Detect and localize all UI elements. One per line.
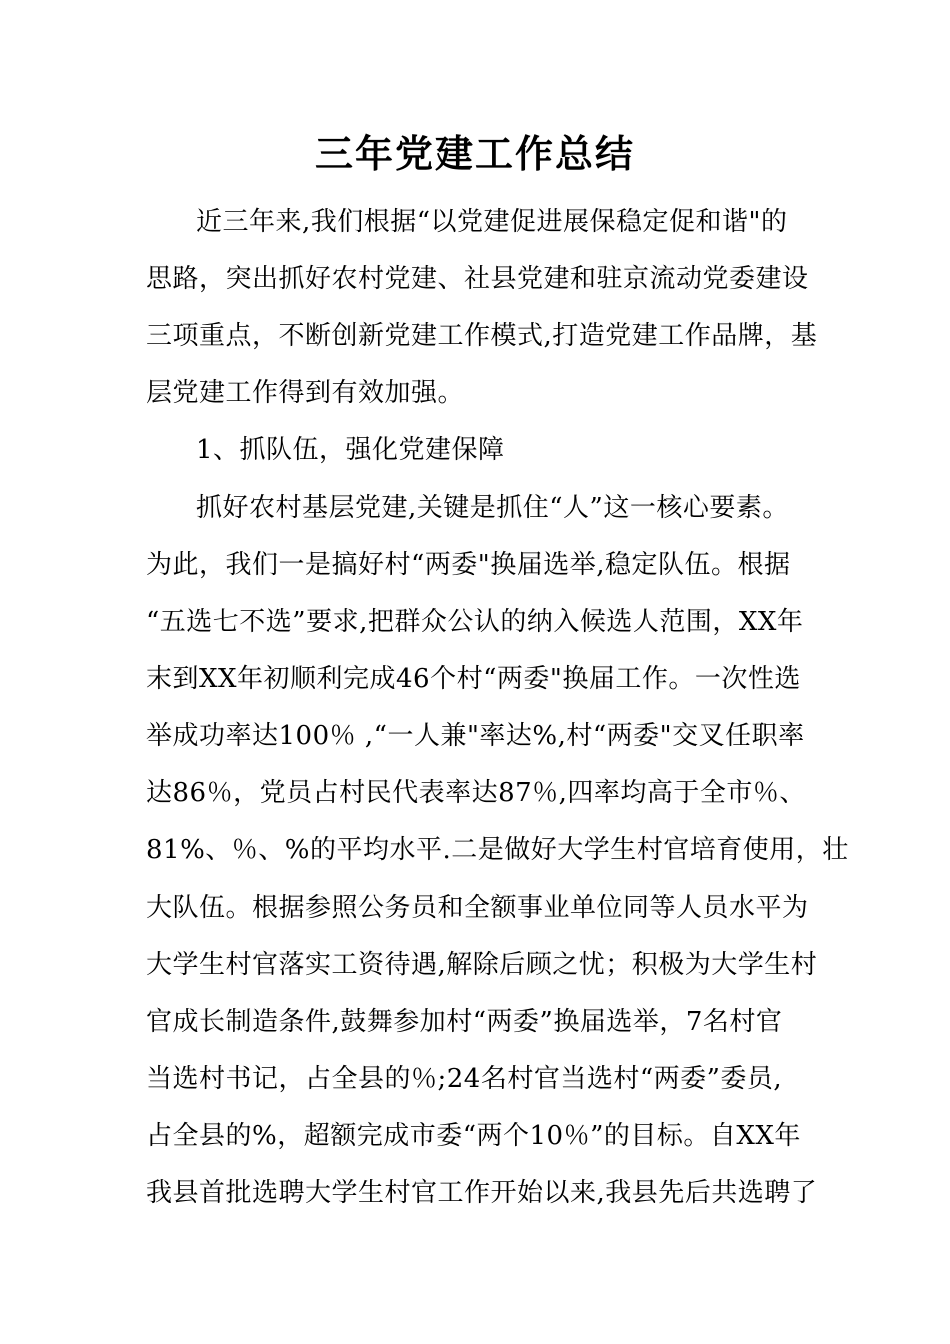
- paragraph-line-12: 大队伍。根据参照公务员和全额事业单位同等人员水平为: [146, 893, 809, 923]
- paragraph-line-5: 抓好农村基层党建,关键是抓住“人”这一核心要素。: [196, 493, 789, 523]
- paragraph-line-11: 81%、％、%的平均水平.二是做好大学生村官培育使用，壮: [146, 835, 849, 865]
- paragraph-line-3: 三项重点，不断创新党建工作模式,打造党建工作品牌，基: [146, 321, 818, 351]
- paragraph-line-9: 举成功率达100％ ,“一人兼"率达%,村“两委"交叉任职率: [146, 721, 805, 751]
- paragraph-line-15: 当选村书记，占全县的％;24名村官当选村“两委”委员,: [146, 1064, 783, 1094]
- page-title: 三年党建工作总结: [314, 131, 635, 176]
- paragraph-line-14: 官成长制造条件,鼓舞参加村“两委”换届选举，7名村官: [146, 1007, 783, 1037]
- paragraph-line-6: 为此，我们一是搞好村“两委"换届选举,稳定队伍。根据: [146, 550, 791, 580]
- paragraph-line-8: 末到XX年初顺利完成46个村“两委"换届工作。一次性选: [146, 664, 801, 694]
- paragraph-line-13: 大学生村官落实工资待遇,解除后顾之忧；积极为大学生村: [146, 950, 818, 980]
- paragraph-line-10: 达86％，党员占村民代表率达87％,四率均高于全市％、: [146, 778, 806, 808]
- section-heading: 1、抓队伍，强化党建保障: [196, 435, 505, 465]
- paragraph-line-2: 思路，突出抓好农村党建、社县党建和驻京流动党委建设: [146, 264, 809, 294]
- paragraph-line-1: 近三年来,我们根据“以党建促进展保稳定促和谐"的: [196, 207, 788, 237]
- paragraph-line-17: 我县首批选聘大学生村官工作开始以来,我县先后共选聘了: [146, 1178, 818, 1208]
- paragraph-line-7: “五选七不选”要求,把群众公认的纳入候选人范围，XX年: [146, 607, 804, 637]
- paragraph-line-4: 层党建工作得到有效加强。: [146, 378, 465, 408]
- paragraph-line-16: 占全县的%，超额完成市委“两个10％”的目标。自XX年: [146, 1121, 801, 1151]
